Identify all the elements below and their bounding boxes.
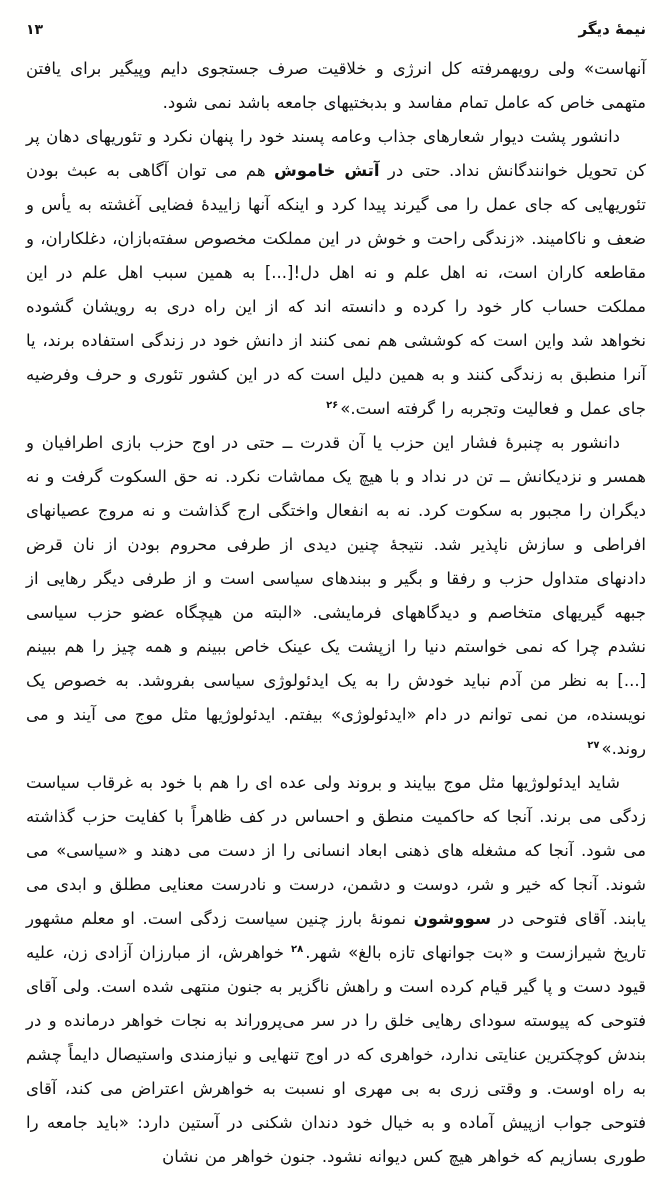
text-run: دانشور پشت دیوار شعارهای جذاب وعامه پسند خود را پنهان نکرد و تئوریهای دهان پر کن تحویل خوانندگانش نداد. حتی در xyxy=(26,127,646,180)
paragraph xyxy=(26,52,646,120)
book-title-emphasis: سووشون xyxy=(413,909,492,928)
paragraph xyxy=(26,766,646,1174)
text-run: نمونهٔ بارز چنین سیاست زدگی است. او معلم مشهور تاریخ شیرازست و «بت جوانهای تازه بالغ» شهر. xyxy=(26,909,646,962)
text-run: شاید ایدئولوژیها مثل موج بیایند و بروند ولی عده ای را هم با خود به غرقاب سیاست زدگی می برند. آنجا که حاکمیت منطق و احساس در کف ظاهراً با کفایت حزب گذاشته می شود. آنجا که مشغله های ذهنی ابعاد انسانی را از دست می دهند و «سیاسی» می شوند. آنجا که خیر و شر، دوست و دشمن، درست و نادرست معنایی مطلق و ابدی می یابند. آقای فتوحی در xyxy=(26,773,646,928)
book-title-emphasis: آتش خاموش xyxy=(273,161,380,180)
paragraph xyxy=(26,426,646,766)
footnote-reference: ۲۶ xyxy=(326,399,339,411)
page-body xyxy=(26,52,646,1174)
text-run: هم می توان آگاهی به عبث بودن تئوریهایی که جای عمل را می گیرند پیدا کرد و اینکه آنها زاییدهٔ فضایی آغشته به یأس و ضعف و ناکامیند. «زندگی راحت و خوش در این مملکت مخصوص سفته‌بازان، دغلکاران، و مقاطعه کاران است، نه اهل علم و نه اهل دل![...] به همین سبب اهل علم در این مملکت حساب کار خود را کرده و دانسته اند که از این راه دری به رویشان گشوده نخواهد شد واین است که کوششی هم نمی کنند از دانش خود در زندگی استفاده برند، یا آنرا منطبق به زندگی کنند و به همین دلیل است که در این کشور تئوری و حرف وفرضیه جای عمل و فعالیت وتجربه را گرفته است.» xyxy=(26,161,646,418)
footnote-reference: ۲۷ xyxy=(587,739,600,751)
running-title: نیمهٔ دیگر xyxy=(578,20,646,38)
text-run: خواهرش، از مبارزان آزادی زن، علیه قیود دست و پا گیر قیام کرده است و راهش ناگزیر به جنون منتهی شده است. ولی آقای فتوحی که پیوسته سودای رهایی خلق را در سر می‌پروراند به نجات خواهر درمانده و در بندش کوچکترین عنایتی ندارد، خواهری که در اوج تنهایی و نیازمندی واستیصال دایماً چشم به راه اوست. و وقتی زری به بی مهری او نسبت به خواهرش اعتراض می کند، آقای فتوحی جواب ازپیش آماده و به خیال خود دندان شکنی در آستین دارد: «باید جامعه را طوری بسازیم که خواهر هیچ کس دیوانه نشود. جنون خواهر من نشان xyxy=(26,943,646,1166)
text-run: دانشور به چنبرهٔ فشار این حزب یا آن قدرت ــ حتی در اوج حزب بازی اطرافیان و همسر و نزدیکانش ــ تن در نداد و با هیچ یک مماشات نکرد. نه حق السکوت گرفت و نه دیگران را مجبور به سکوت کرد. نه به انفعال واختگی ارج گذاشت و نه مروج عصیانهای افراطی و سازش ناپذیر شد. نتیجهٔ چنین دیدی از طرفی محروم بودن از نان قرض دادنهای متداول حزب و رفقا و بگیر و ببندهای سیاسی است و از طرفی دیگر رهایی از جبهه گیریهای متخاصم و دیدگاههای فرمایشی. «البته من هیچگاه عضو حزب سیاسی نشدم چرا که نمی خواستم دنیا را ازپشت یک عینک خاص ببینم و همه چیز را هم ببینم [...] به نظر من آدم نباید خودش را به یک ایدئولوژی سیاسی بفروشد. به خصوص یک نویسنده، من نمی توانم در دام «ایدئولوژی» بیفتم. ایدئولوژیها مثل موج می آیند و می روند.» xyxy=(26,433,646,758)
text-run: آنهاست» ولی رویهمرفته کل انرژی و خلاقیت صرف جستجوی دایم وپیگیر برای یافتن متهمی خاص که عامل تمام مفاسد و بدبختیهای جامعه باشد نمی شود. xyxy=(26,59,646,112)
page-number: ۱۳ xyxy=(26,22,44,38)
footnote-reference: ۲۸ xyxy=(291,943,304,955)
paragraph xyxy=(26,120,646,426)
running-header xyxy=(26,20,646,38)
